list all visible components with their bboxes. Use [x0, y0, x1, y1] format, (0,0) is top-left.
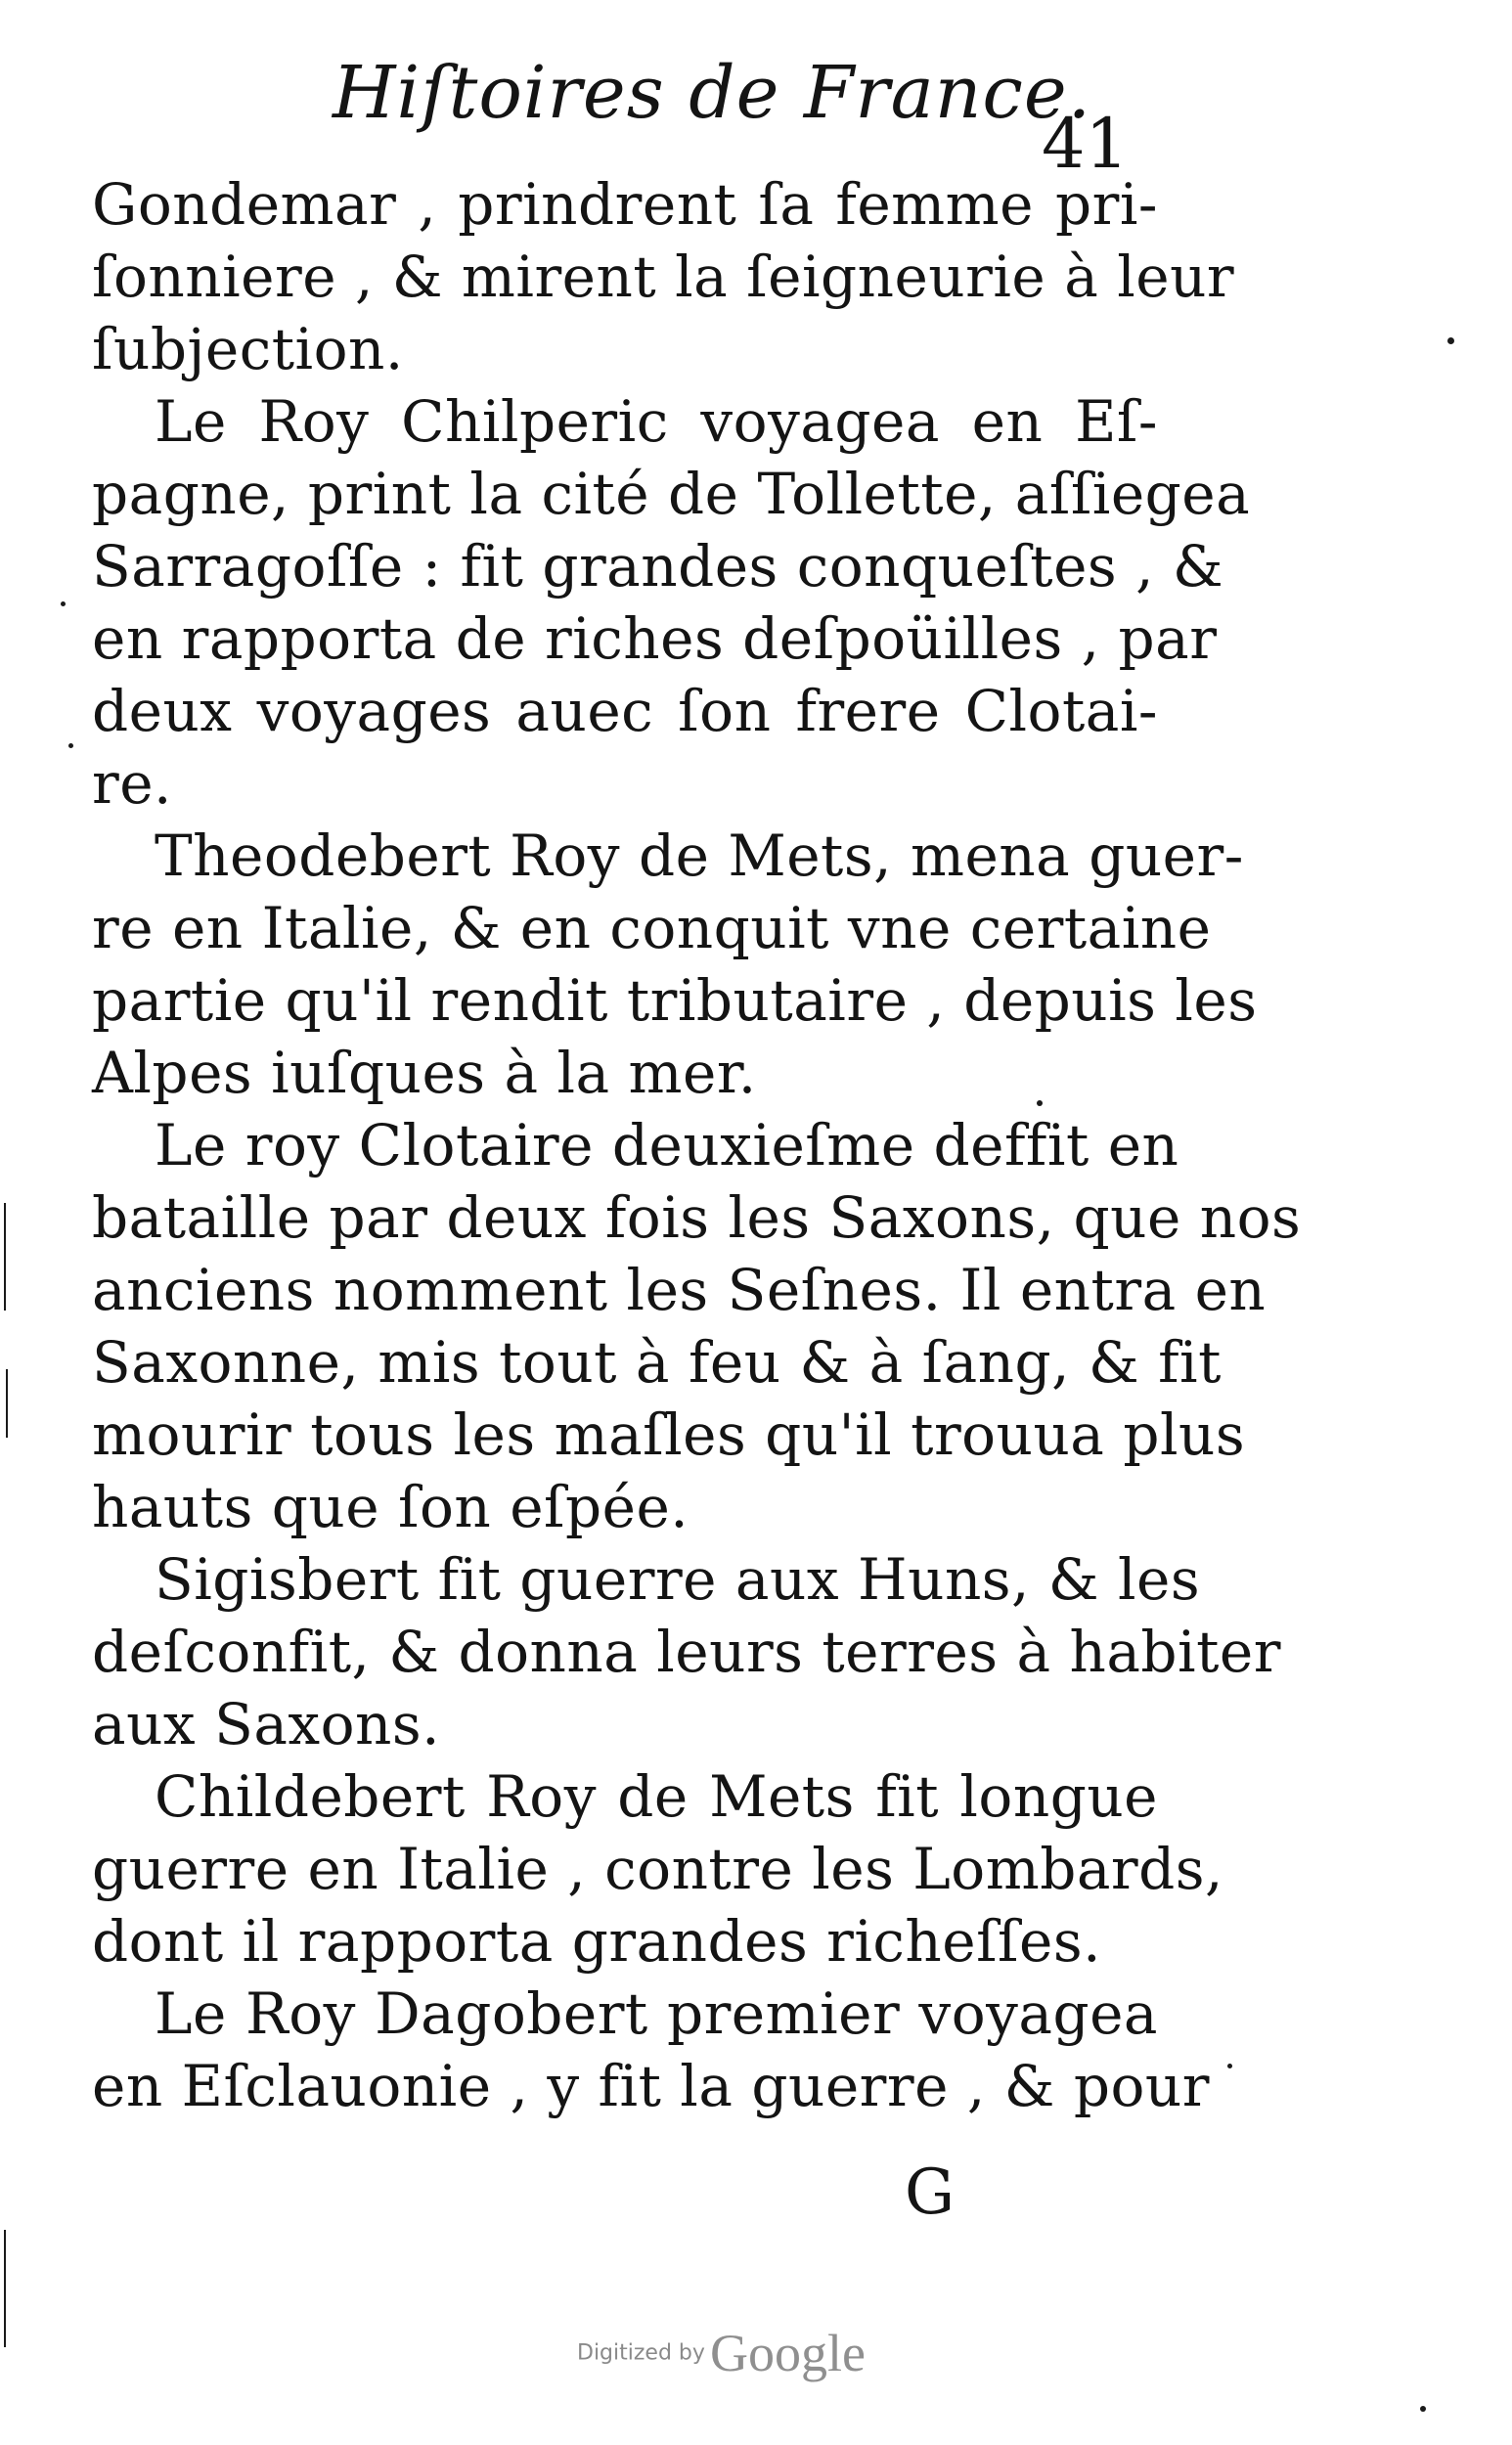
text-line: guerre en Italie , contre les Lombards, [92, 1836, 1223, 1902]
text-line: Sarragoſſe : fit grandes conqueſtes , & [92, 533, 1224, 600]
text-line: deſconfit, & donna leurs terres à habiter [92, 1619, 1281, 1685]
text-line: Le roy Clotaire deuxieſme deffit en [155, 1112, 1179, 1178]
text-line: re. [92, 750, 172, 817]
text-line: aux Saxons. [92, 1691, 441, 1757]
signature-mark: G [905, 2156, 956, 2229]
text-line: ſonniere , & mirent la ſeigneurie à leur [92, 244, 1235, 310]
page-edge-mark [6, 1369, 8, 1438]
google-brand: Google [710, 2324, 866, 2382]
text-line: Childebert Roy de Mets fit longue [155, 1763, 1158, 1830]
scan-speck [1420, 2406, 1426, 2412]
digitized-by-label: Digitized by [577, 2340, 705, 2366]
digitization-footer [577, 2323, 866, 2383]
text-line: dont il rapporta grandes richeſſes. [92, 1908, 1102, 1975]
text-line: anciens nomment les Seſnes. Il entra en [92, 1257, 1267, 1323]
scan-speck [61, 601, 66, 606]
text-line: hauts que ſon eſpée. [92, 1474, 689, 1540]
text-line: Le Roy Dagobert premier voyagea [155, 1980, 1158, 2047]
page-edge-mark [4, 1203, 6, 1311]
text-line: en rapporta de riches deſpoüilles , par [92, 605, 1218, 672]
scan-speck [68, 743, 73, 748]
scan-speck [1227, 2064, 1232, 2068]
running-title: Hiſtoires de France. [333, 51, 1092, 135]
text-line: Theodebert Roy de Mets, mena guer- [155, 822, 1244, 889]
text-line: Le Roy Chilperic voyagea en Eſ- [155, 388, 1158, 455]
scan-speck [1447, 337, 1454, 344]
text-line: Saxonne, mis tout à feu & à ſang, & fit [92, 1329, 1222, 1396]
page-edge-mark [4, 2230, 6, 2347]
text-line: deux voyages auec ſon frere Clotai- [92, 678, 1158, 744]
scan-speck [1037, 1100, 1043, 1106]
text-line: Sigisbert fit guerre aux Huns, & les [155, 1546, 1201, 1613]
body-text [92, 168, 1302, 2122]
page-number: 41 [1042, 104, 1130, 184]
text-line: mourir tous les maſles qu'il trouua plus [92, 1401, 1246, 1468]
text-line: Gondemar , prindrent ſa femme pri- [92, 171, 1158, 238]
text-line: bataille par deux fois les Saxons, que nos [92, 1184, 1302, 1251]
text-line: pagne, print la cité de Tollette, aſſiegea [92, 461, 1251, 527]
text-line: ſubjection. [92, 316, 404, 382]
text-line: Alpes iuſques à la mer. [92, 1040, 757, 1106]
text-line: en Eſclauonie , y fit la guerre , & pour [92, 2053, 1210, 2119]
text-line: re en Italie, & en conquit vne certaine [92, 895, 1212, 961]
text-line: partie qu'il rendit tributaire , depuis les [92, 967, 1258, 1034]
